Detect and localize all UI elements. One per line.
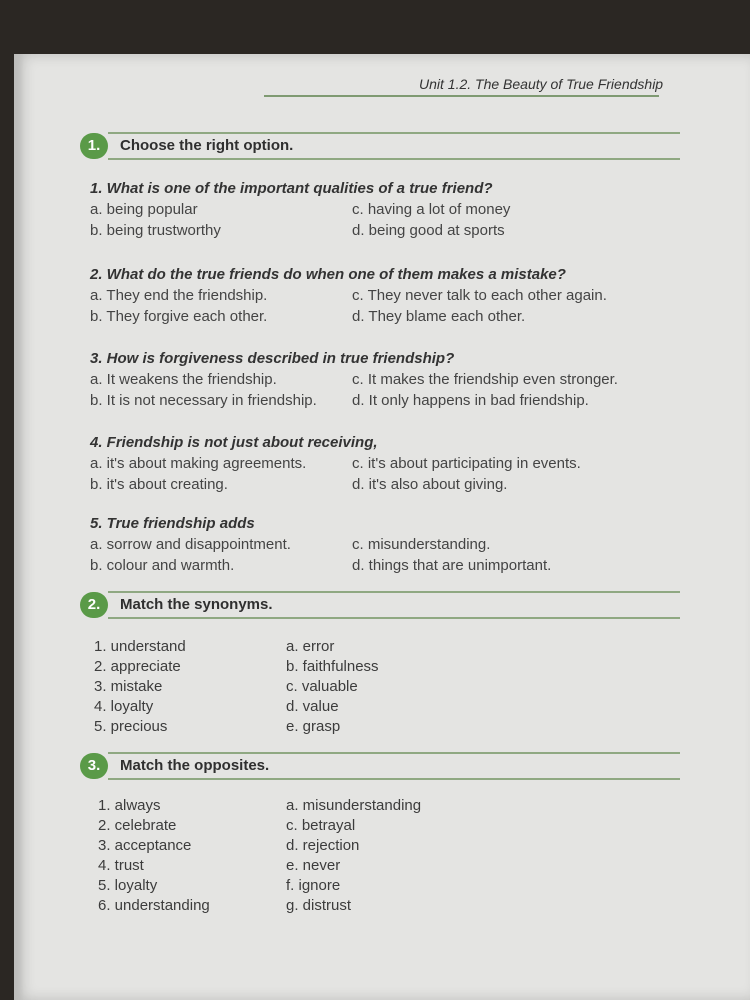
option-d: d. They blame each other. — [352, 308, 526, 325]
section-number-badge: 2. — [80, 592, 108, 618]
option-d: d. it's also about giving. — [352, 476, 508, 493]
match-left-item: 2. appreciate — [94, 658, 181, 675]
option-a: a. They end the friendship. — [90, 287, 268, 304]
match-right-item: c. betrayal — [286, 817, 356, 834]
match-right-item: c. valuable — [286, 678, 358, 695]
match-right-item: e. grasp — [286, 718, 341, 735]
match-right-item: d. value — [286, 698, 339, 715]
match-right-item: a. misunderstanding — [286, 797, 422, 814]
worksheet-page — [14, 54, 750, 1000]
option-a: a. it's about making agreements. — [90, 455, 307, 472]
match-left-item: 1. understand — [94, 638, 186, 655]
option-a: a. sorrow and disappointment. — [90, 536, 291, 553]
match-left-item: 5. loyalty — [98, 877, 158, 894]
question-text: 1. What is one of the important qualities of a true friend? — [90, 180, 493, 197]
question-text: 2. What do the true friends do when one of them makes a mistake? — [90, 266, 566, 283]
section-number-badge: 1. — [80, 133, 108, 159]
match-left-item: 4. loyalty — [94, 698, 154, 715]
option-c: c. having a lot of money — [352, 201, 511, 218]
option-c: c. It makes the friendship even stronger. — [352, 371, 618, 388]
section-rule — [108, 778, 680, 780]
match-left-item: 3. mistake — [94, 678, 163, 695]
section-title: Match the opposites. — [120, 757, 270, 774]
question-text: 5. True friendship adds — [90, 515, 255, 532]
section-rule — [108, 132, 680, 134]
match-left-item: 3. acceptance — [98, 837, 192, 854]
match-left-item: 4. trust — [98, 857, 144, 874]
match-right-item: f. ignore — [286, 877, 341, 894]
option-b: b. It is not necessary in friendship. — [90, 392, 317, 409]
option-c: c. They never talk to each other again. — [352, 287, 607, 304]
option-d: d. things that are unimportant. — [352, 557, 552, 574]
question-text: 3. How is forgiveness described in true friendship? — [90, 350, 455, 367]
question-3 — [90, 350, 670, 413]
running-head: Unit 1.2. The Beauty of True Friendship — [419, 76, 664, 92]
header-rule — [264, 95, 659, 97]
option-b: b. colour and warmth. — [90, 557, 235, 574]
question-2 — [90, 266, 670, 329]
option-b: b. They forgive each other. — [90, 308, 268, 325]
section-2-header — [80, 591, 680, 619]
match-right-item: e. never — [286, 857, 341, 874]
option-d: d. being good at sports — [352, 222, 505, 239]
section-1-header — [80, 132, 680, 160]
option-b: b. being trustworthy — [90, 222, 221, 239]
synonyms-list — [94, 638, 494, 738]
option-c: c. it's about participating in events. — [352, 455, 581, 472]
section-3-header — [80, 752, 680, 780]
question-text: 4. Friendship is not just about receiving, — [90, 434, 378, 451]
match-left-item: 2. celebrate — [98, 817, 177, 834]
match-left-item: 5. precious — [94, 718, 168, 735]
question-1 — [90, 180, 670, 243]
question-5 — [90, 515, 670, 578]
section-title: Choose the right option. — [120, 137, 294, 154]
question-4 — [90, 434, 670, 497]
section-rule — [108, 158, 680, 160]
opposites-list — [98, 797, 498, 917]
option-b: b. it's about creating. — [90, 476, 228, 493]
section-title: Match the synonyms. — [120, 596, 273, 613]
match-left-item: 1. always — [98, 797, 161, 814]
option-d: d. It only happens in bad friendship. — [352, 392, 589, 409]
section-rule — [108, 591, 680, 593]
match-right-item: b. faithfulness — [286, 658, 379, 675]
section-rule — [108, 752, 680, 754]
option-a: a. It weakens the friendship. — [90, 371, 277, 388]
match-right-item: d. rejection — [286, 837, 360, 854]
section-number-badge: 3. — [80, 753, 108, 779]
match-right-item: g. distrust — [286, 897, 352, 914]
option-c: c. misunderstanding. — [352, 536, 491, 553]
match-right-item: a. error — [286, 638, 335, 655]
option-a: a. being popular — [90, 201, 198, 218]
section-rule — [108, 617, 680, 619]
match-left-item: 6. understanding — [98, 897, 210, 914]
